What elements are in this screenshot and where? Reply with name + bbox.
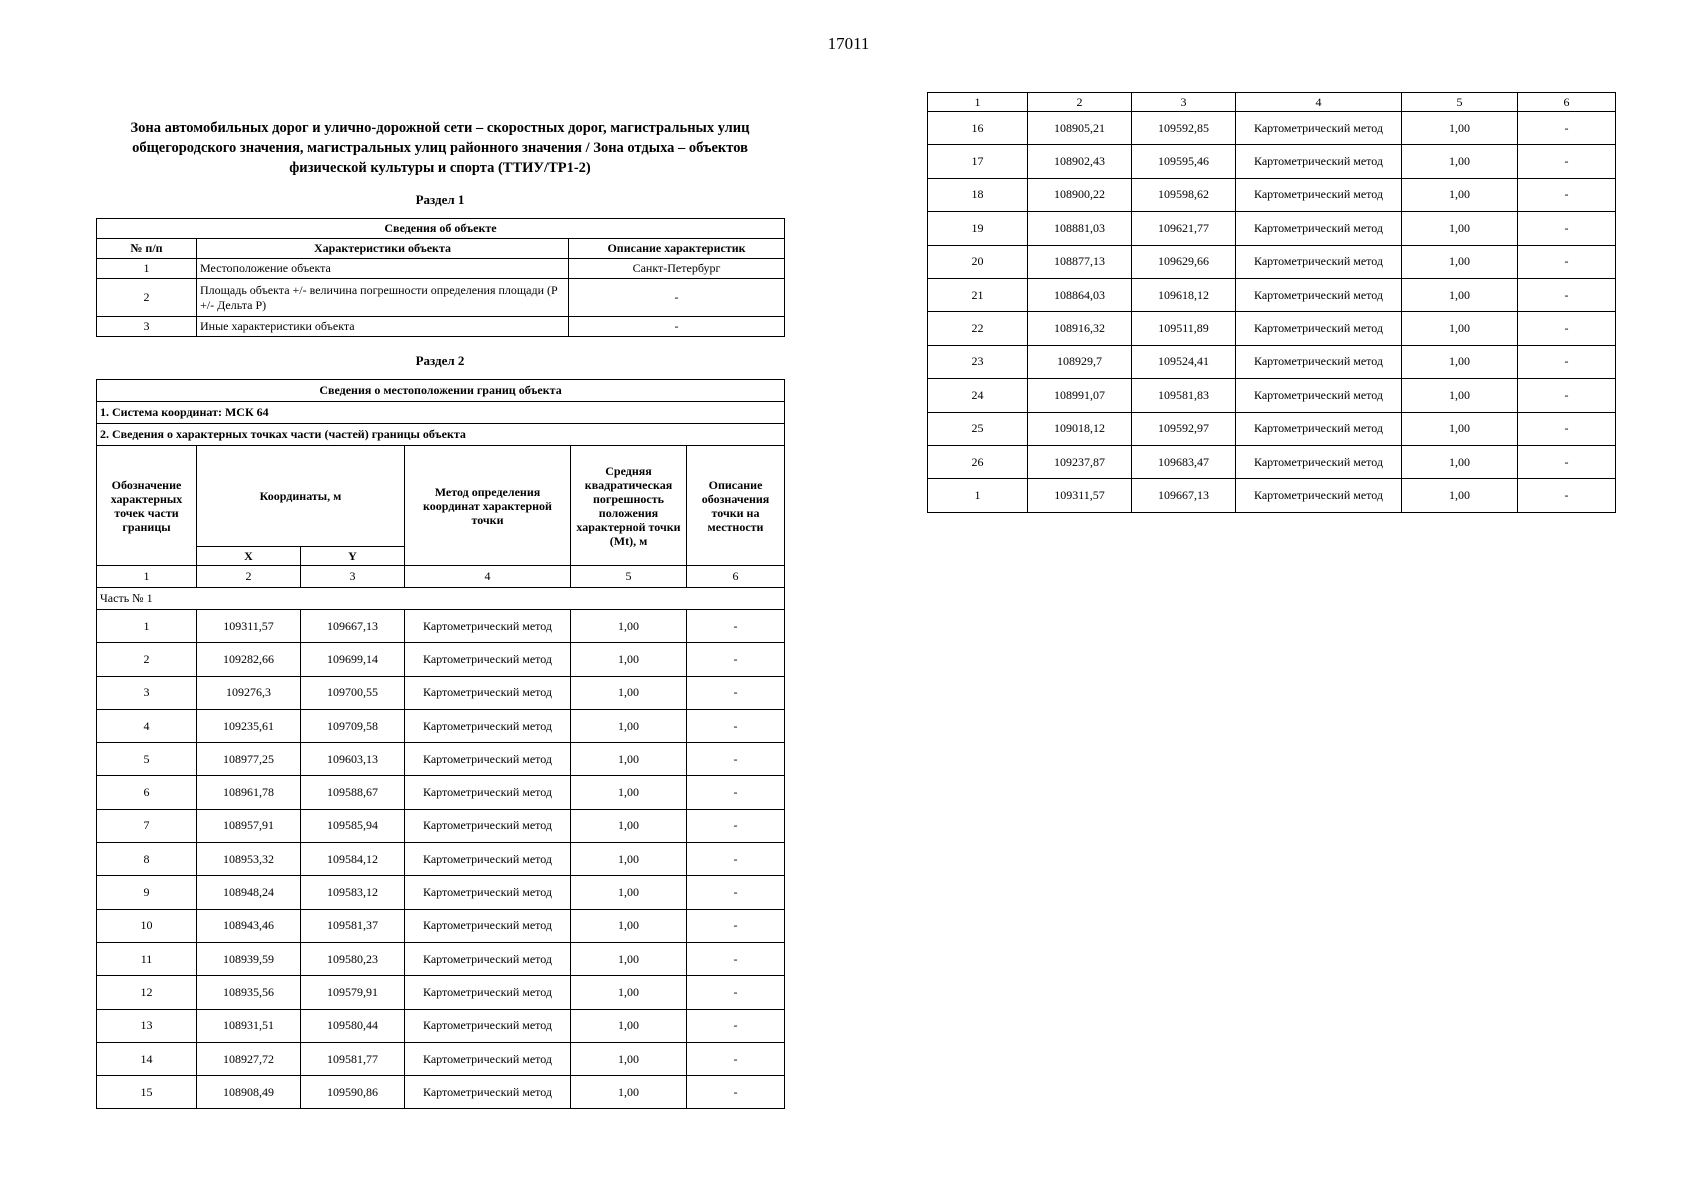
point-description: - [1518,312,1616,345]
header-point-description: Описание обозначения точки на местности [687,446,785,566]
coord-y: 109581,83 [1132,379,1236,412]
method: Картометрический метод [1236,312,1402,345]
coord-y: 109590,86 [301,1076,405,1109]
header-y: Y [301,547,405,566]
coord-x: 109237,87 [1028,445,1132,478]
accuracy: 1,00 [1402,345,1518,378]
row-characteristic: Местоположение объекта [197,259,569,279]
coord-x: 109282,66 [197,643,301,676]
accuracy: 1,00 [571,942,687,975]
point-number: 4 [97,709,197,742]
column-number: 2 [1028,93,1132,112]
table-row [928,445,1616,478]
point-number: 26 [928,445,1028,478]
table-row [97,1076,785,1109]
table-row [928,245,1616,278]
coord-x: 108948,24 [197,876,301,909]
coord-x: 108908,49 [197,1076,301,1109]
method: Картометрический метод [405,743,571,776]
accuracy: 1,00 [571,876,687,909]
coord-x: 108943,46 [197,909,301,942]
coord-x: 108881,03 [1028,212,1132,245]
method: Картометрический метод [1236,379,1402,412]
point-description: - [687,942,785,975]
boundary-table [96,379,785,1109]
accuracy: 1,00 [571,809,687,842]
header-method: Метод определения координат характерной точки [405,446,571,566]
method: Картометрический метод [1236,445,1402,478]
object-info-row [97,259,785,279]
header-point: Обозначение характерных точек части границы [97,446,197,566]
column-number: 6 [1518,93,1616,112]
object-info-row [97,279,785,317]
coord-y: 109683,47 [1132,445,1236,478]
coord-y: 109524,41 [1132,345,1236,378]
point-number: 6 [97,776,197,809]
point-description: - [1518,379,1616,412]
boundary-table-title: Сведения о местоположении границ объекта [97,380,785,402]
method: Картометрический метод [405,942,571,975]
point-number: 9 [97,876,197,909]
coord-y: 109667,13 [301,610,405,643]
section1-label: Раздел 1 [415,192,465,207]
point-number: 25 [928,412,1028,445]
object-info-row [97,317,785,337]
point-description: - [687,1042,785,1075]
point-number: 11 [97,942,197,975]
point-description: - [1518,345,1616,378]
point-number: 2 [97,643,197,676]
point-description: - [1518,412,1616,445]
object-info-title: Сведения об объекте [97,219,785,239]
point-number: 13 [97,1009,197,1042]
accuracy: 1,00 [1402,312,1518,345]
method: Картометрический метод [405,1076,571,1109]
accuracy: 1,00 [571,1009,687,1042]
accuracy: 1,00 [1402,178,1518,211]
column-numbers-row [928,93,1616,112]
point-description: - [687,876,785,909]
method: Картометрический метод [1236,345,1402,378]
point-number: 1 [97,610,197,643]
header-description: Описание характеристик [569,239,785,259]
method: Картометрический метод [1236,278,1402,311]
point-number: 1 [928,479,1028,512]
table-row [97,942,785,975]
method: Картометрический метод [405,643,571,676]
point-description: - [687,676,785,709]
column-number: 5 [571,566,687,588]
row-description: - [569,317,785,337]
method: Картометрический метод [405,909,571,942]
point-description: - [1518,278,1616,311]
point-number: 8 [97,843,197,876]
column-number: 4 [405,566,571,588]
point-description: - [687,976,785,1009]
point-number: 20 [928,245,1028,278]
point-number: 17 [928,145,1028,178]
table-row [928,479,1616,512]
column-number: 1 [97,566,197,588]
method: Картометрический метод [405,709,571,742]
coord-y: 109580,44 [301,1009,405,1042]
header-error: Средняя квадратическая погрешность положения характерной точки (Mt), м [571,446,687,566]
point-description: - [687,743,785,776]
point-number: 7 [97,809,197,842]
point-description: - [1518,245,1616,278]
point-description: - [1518,112,1616,145]
coord-x: 108905,21 [1028,112,1132,145]
table-row [97,876,785,909]
table-row [97,610,785,643]
table-row [97,976,785,1009]
point-description: - [687,843,785,876]
coord-x: 109235,61 [197,709,301,742]
coord-x: 108929,7 [1028,345,1132,378]
coord-x: 108927,72 [197,1042,301,1075]
method: Картометрический метод [405,676,571,709]
point-description: - [687,776,785,809]
coord-y: 109511,89 [1132,312,1236,345]
method: Картометрический метод [1236,479,1402,512]
method: Картометрический метод [405,1042,571,1075]
column-number: 3 [1132,93,1236,112]
table-row [97,909,785,942]
point-description: - [687,809,785,842]
method: Картометрический метод [1236,245,1402,278]
coord-x: 109276,3 [197,676,301,709]
accuracy: 1,00 [571,1076,687,1109]
coord-y: 109621,77 [1132,212,1236,245]
coord-y: 109603,13 [301,743,405,776]
coord-y: 109584,12 [301,843,405,876]
coord-y: 109618,12 [1132,278,1236,311]
table-row [928,112,1616,145]
coord-x: 108877,13 [1028,245,1132,278]
coord-y: 109592,85 [1132,112,1236,145]
coord-y: 109598,62 [1132,178,1236,211]
coord-y: 109585,94 [301,809,405,842]
point-number: 23 [928,345,1028,378]
point-description: - [1518,178,1616,211]
column-number: 3 [301,566,405,588]
object-info-table [96,218,785,337]
table-row [97,809,785,842]
row-number: 3 [97,317,197,337]
header-number: № п/п [97,239,197,259]
coord-y: 109629,66 [1132,245,1236,278]
coord-x: 109311,57 [197,610,301,643]
point-description: - [687,643,785,676]
coord-x: 108991,07 [1028,379,1132,412]
accuracy: 1,00 [571,610,687,643]
column-number: 5 [1402,93,1518,112]
header-coords: Координаты, м [197,446,405,547]
accuracy: 1,00 [1402,412,1518,445]
accuracy: 1,00 [1402,145,1518,178]
column-numbers-row [97,566,785,588]
table-row [928,212,1616,245]
column-number: 2 [197,566,301,588]
table-row [928,278,1616,311]
coord-x: 108916,32 [1028,312,1132,345]
coord-y: 109579,91 [301,976,405,1009]
point-description: - [1518,479,1616,512]
accuracy: 1,00 [571,676,687,709]
accuracy: 1,00 [571,776,687,809]
column-number: 6 [687,566,785,588]
boundary-table-continuation [927,92,1616,513]
point-description: - [1518,445,1616,478]
document-title: Зона автомобильных дорог и улично-дорожной сети – скоростных дорог, магистральных улиц общегородского значения, магистральных улиц районного значения / Зона отдыха – объектов физической культуры и спорта (ТТИУ/ТР1-2) [130,120,750,176]
coord-y: 109588,67 [301,776,405,809]
point-description: - [687,610,785,643]
point-description: - [1518,145,1616,178]
accuracy: 1,00 [1402,479,1518,512]
part-label: Часть № 1 [97,588,785,610]
point-number: 21 [928,278,1028,311]
point-number: 16 [928,112,1028,145]
coord-x: 108864,03 [1028,278,1132,311]
point-number: 18 [928,178,1028,211]
method: Картометрический метод [1236,145,1402,178]
accuracy: 1,00 [571,843,687,876]
coord-x: 108902,43 [1028,145,1132,178]
table-row [928,178,1616,211]
points-title: 2. Сведения о характерных точках части (частей) границы объекта [97,424,785,446]
table-row [97,676,785,709]
point-number: 22 [928,312,1028,345]
page-number: 17011 [827,34,870,53]
point-number: 10 [97,909,197,942]
accuracy: 1,00 [571,976,687,1009]
coord-x: 108977,25 [197,743,301,776]
coordinate-system: 1. Система координат: МСК 64 [97,402,785,424]
table-row [928,345,1616,378]
accuracy: 1,00 [571,909,687,942]
table-row [928,412,1616,445]
accuracy: 1,00 [1402,278,1518,311]
coord-x: 108935,56 [197,976,301,1009]
row-description: - [569,279,785,317]
coord-x: 108939,59 [197,942,301,975]
column-number: 4 [1236,93,1402,112]
method: Картометрический метод [405,809,571,842]
method: Картометрический метод [405,843,571,876]
point-number: 3 [97,676,197,709]
table-row [97,643,785,676]
point-number: 24 [928,379,1028,412]
accuracy: 1,00 [571,1042,687,1075]
coord-y: 109592,97 [1132,412,1236,445]
accuracy: 1,00 [571,743,687,776]
table-row [97,743,785,776]
point-description: - [687,1009,785,1042]
point-description: - [687,709,785,742]
coord-y: 109581,77 [301,1042,405,1075]
point-number: 19 [928,212,1028,245]
row-characteristic: Площадь объекта +/- величина погрешности определения площади (Р +/- Дельта Р) [197,279,569,317]
table-row [928,379,1616,412]
table-row [928,312,1616,345]
coord-y: 109699,14 [301,643,405,676]
coord-y: 109581,37 [301,909,405,942]
method: Картометрический метод [405,610,571,643]
row-description: Санкт-Петербург [569,259,785,279]
section2-label: Раздел 2 [415,353,465,368]
coord-x: 109311,57 [1028,479,1132,512]
point-number: 12 [97,976,197,1009]
method: Картометрический метод [1236,412,1402,445]
point-number: 14 [97,1042,197,1075]
coord-y: 109580,23 [301,942,405,975]
coord-x: 108953,32 [197,843,301,876]
accuracy: 1,00 [1402,112,1518,145]
method: Картометрический метод [405,976,571,1009]
point-description: - [1518,212,1616,245]
table-row [97,1042,785,1075]
table-row [928,145,1616,178]
coord-y: 109700,55 [301,676,405,709]
accuracy: 1,00 [1402,212,1518,245]
row-number: 1 [97,259,197,279]
coord-y: 109667,13 [1132,479,1236,512]
column-number: 1 [928,93,1028,112]
coord-x: 108957,91 [197,809,301,842]
point-number: 15 [97,1076,197,1109]
coord-x: 109018,12 [1028,412,1132,445]
method: Картометрический метод [1236,112,1402,145]
method: Картометрический метод [1236,178,1402,211]
point-number: 5 [97,743,197,776]
coord-x: 108900,22 [1028,178,1132,211]
table-row [97,709,785,742]
accuracy: 1,00 [571,643,687,676]
coord-y: 109595,46 [1132,145,1236,178]
coord-y: 109583,12 [301,876,405,909]
coord-x: 108931,51 [197,1009,301,1042]
method: Картометрический метод [405,1009,571,1042]
coord-y: 109709,58 [301,709,405,742]
row-characteristic: Иные характеристики объекта [197,317,569,337]
accuracy: 1,00 [1402,445,1518,478]
method: Картометрический метод [405,776,571,809]
table-row [97,776,785,809]
point-description: - [687,1076,785,1109]
method: Картометрический метод [405,876,571,909]
accuracy: 1,00 [1402,379,1518,412]
table-row [97,843,785,876]
point-description: - [687,909,785,942]
header-characteristic: Характеристики объекта [197,239,569,259]
accuracy: 1,00 [1402,245,1518,278]
header-x: X [197,547,301,566]
row-number: 2 [97,279,197,317]
accuracy: 1,00 [571,709,687,742]
table-row [97,1009,785,1042]
method: Картометрический метод [1236,212,1402,245]
coord-x: 108961,78 [197,776,301,809]
